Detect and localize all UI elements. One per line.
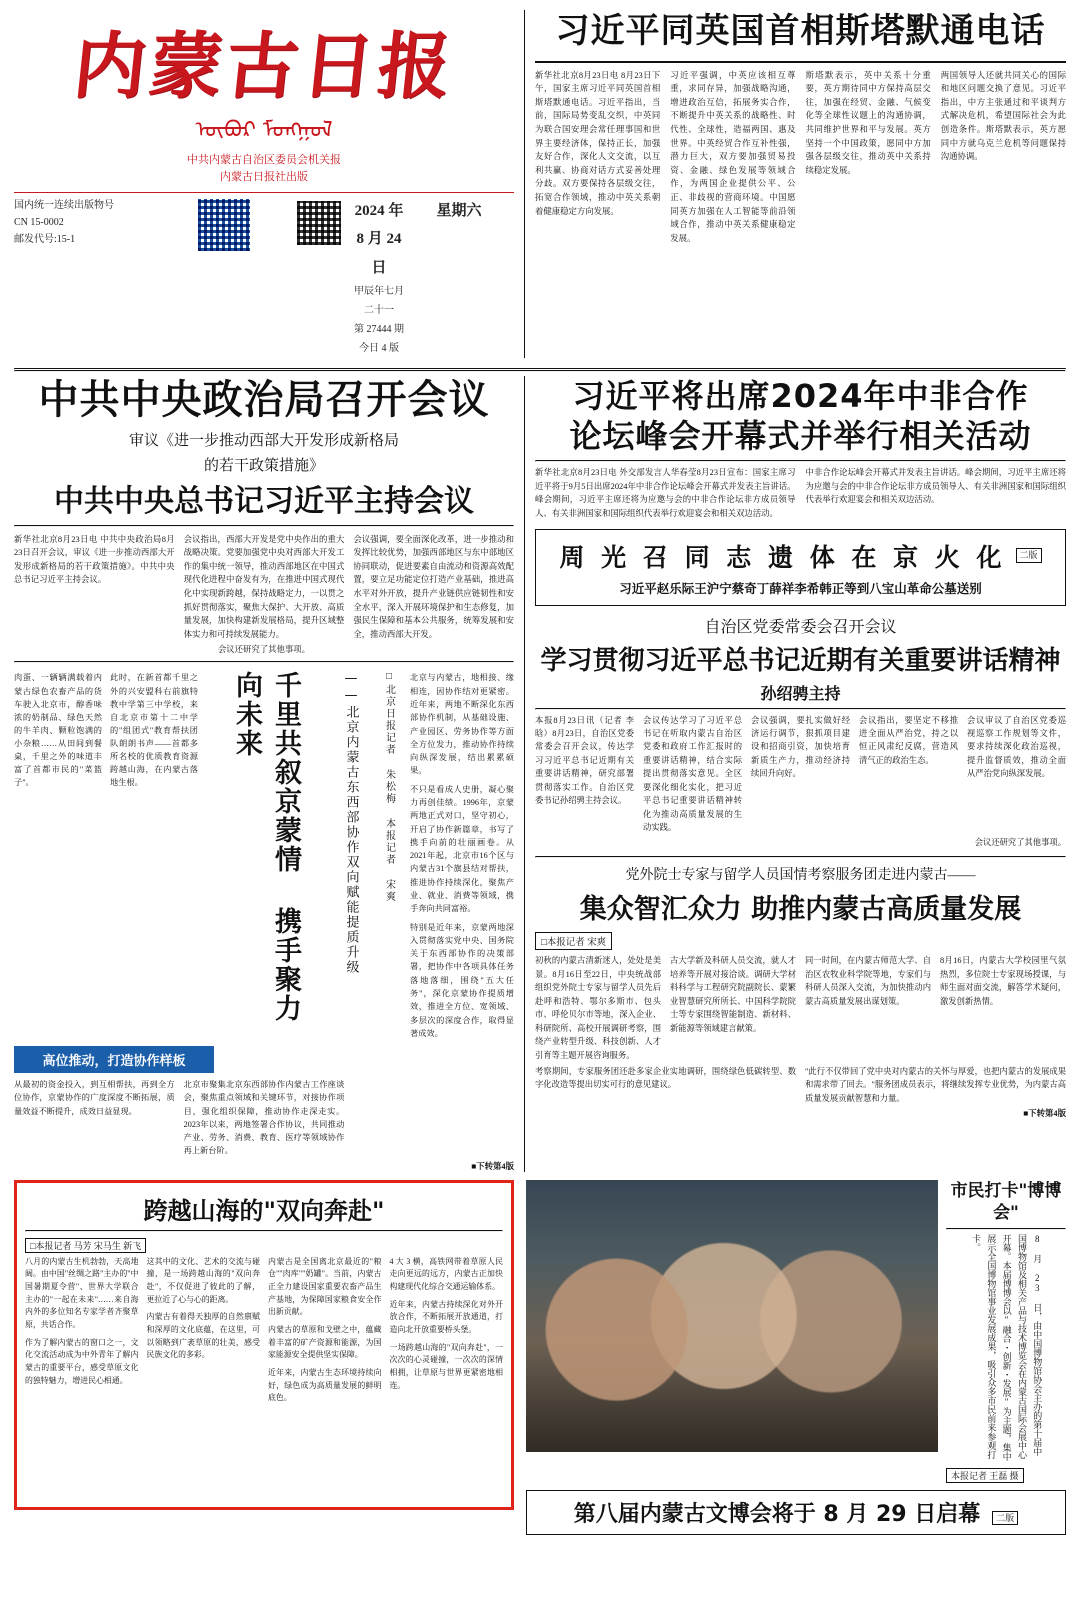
standing-committee-kicker: 自治区党委常委会召开会议 — [704, 616, 897, 636]
dr-p8: 4 大 3 横，高铁网带着草原人民走向更远的远方，内蒙古正加快构建现代化综合交通运输体系。 — [389, 1256, 503, 1292]
zhou-guangzhao-box — [535, 529, 1066, 606]
dr-p2: 作为了解内蒙古的窗口之一，文化交流活动成为中外青年了解内蒙古的重要平台，感受草原文化的独特魅力，增进民心相通。 — [25, 1337, 139, 1385]
lunar-date: 甲辰年七月二十一 — [354, 286, 404, 317]
expert-body-2 — [535, 1065, 1066, 1105]
dr-p9: 近年来，内蒙古持续深化对外开放合作，不断拓展开放通道，打造向北开放重要桥头堡。 — [389, 1299, 503, 1334]
dr-p3: 这其中的文化、艺术的交流与碰撞，是一场跨越山海的"双向奔赴"，不仅促进了彼此的了解，更拉近了心与心的距离。 — [146, 1256, 260, 1304]
right-column — [535, 376, 1066, 1119]
weekday: 星期六 — [436, 202, 482, 219]
issue-number: 第 27444 期 — [354, 324, 404, 336]
politburo-body — [14, 533, 514, 642]
zgz-subhead: 习近平赵乐际王沪宁蔡奇丁薛祥李希韩正等到八宝山革命公墓送别 — [619, 581, 982, 596]
standing-committee-byline: 孙绍骋主持 — [760, 683, 841, 703]
mongolian-script-title: ᠥᠪᠥᠷ ᠮᠣᠩᠭᠣᠯ — [195, 117, 333, 143]
jingmeng-vertical-sub-wrap — [334, 671, 368, 1040]
dr-p5: 内蒙古是全国离北京最近的"粮仓""肉库""奶罐"。当前，内蒙古正全力建设国家重要农畜产品生产基地，为保障国家粮食安全作出新贡献。 — [268, 1256, 382, 1317]
paper-title: 内蒙古日报 — [69, 23, 459, 108]
dr-p6: 内蒙古的草原和戈壁之中，蕴藏着丰富的矿产资源和能源，为国家能源安全提供坚实保障。 — [268, 1324, 382, 1360]
sc-col-5: 会议审议了自治区党委巡视巡察工作规划等文件，要求持续深化政治巡视，提升监督质效，推动全面从严治党向纵深发展。 — [967, 715, 1066, 779]
sc-col-1: 本报8月23日讯（记者 李晗）8月23日，自治区党委常委会召开会议，传达学习习近平总书记近期有关重要讲话精神，研究部署贯彻落实工作。自治区党委书记孙绍骋主持会议。 — [535, 715, 634, 806]
publisher-line-1: 中共内蒙古自治区委员会机关报 — [187, 153, 341, 166]
dr-col-2 — [147, 1256, 261, 1405]
expert-byline: □本报记者 宋爽 — [535, 932, 612, 950]
publisher-line-2: 内蒙古日报社出版 — [220, 171, 308, 184]
feature-divider — [14, 661, 514, 663]
dr-p7: 近年来，内蒙古生态环境持续向好，绿色成为高质量发展的鲜明底色。 — [268, 1367, 382, 1403]
sc-closing: 会议还研究了其他事项。 — [974, 838, 1066, 848]
expert-col-1: 初秋的内蒙古清新迷人，处处是美景。8月16日至22日，中央统战部组织党外院士专家与留学人员先后赴呼和浩特、鄂尔多斯市、包头市、呼伦贝尔市等地，深入企业、科研院所、高校开展调研考察，围绕产业转型升级、科技创新、人才引育等主题开展咨询服务。 — [535, 956, 661, 1060]
section-tag-highpower: 高位推动，打造协作样板 — [14, 1046, 214, 1073]
publication-date: 2024 年 8 月 24 日 — [354, 202, 404, 276]
zgz-title-row — [546, 538, 1055, 574]
lead-col-1: 新华社北京8月23日电 8月23日下午，国家主席习近平同英国首相斯塔默通电话。习近平指出，当前，国际局势变乱交织，中英同为联合国安理会常任理事国和世界主要经济体，保持正长，加强友好合作，深化人文交流，以互利共赢、协商对话方式妥善处理分歧。双方要保持各层级交往，拓宽合作领域，推动中英关系朝着健康稳定方向发展。 — [535, 70, 661, 216]
double-rush-rule — [25, 1230, 503, 1232]
expert-body — [535, 954, 1066, 1062]
photo-vertical-caption-wrap — [946, 1234, 1066, 1464]
headline-rule — [535, 61, 1066, 63]
masthead — [14, 10, 514, 358]
lead2-headline-1: 习近平将出席2024年中非合作 — [572, 377, 1029, 416]
lead-col-3: 斯塔默表示，英中关系十分重要，英方期待同中方保持高层交往，加强在经贸、金融、气候变化等全球性议题上的沟通协调，共同维护世界和平与发展。英方坚持一个中国政策，愿同中方加强各层级交往，推动英中关系持续稳定发展。 — [805, 70, 931, 175]
top-area — [14, 10, 1066, 358]
lead2-headline-2: 论坛峰会开幕式并举行相关活动 — [569, 417, 1032, 456]
politburo-headline: 中共中央政治局召开会议 — [38, 377, 490, 424]
expert-col-4: 8月16日，内蒙古大学校园里气氛热烈，多位院士专家现场授课，与师生面对面交流，解答学术疑问，激发创新热情。 — [940, 956, 1066, 1006]
lead-col-4: 两国领导人还就共同关心的国际和地区问题交换了意见。习近平指出，中方主张通过和平谈判方式解决危机，希望国际社会为此创造条件。斯塔默表示，英方愿同中方就乌克兰危机等问题保持沟通协调。 — [940, 70, 1066, 162]
expert-kicker: 党外院士专家与留学人员国情考察服务团走进内蒙古—— — [625, 868, 976, 884]
politburo-closing: 会议还研究了其他事项。 — [217, 645, 311, 655]
dr-p4: 内蒙古有着得天独厚的自然禀赋和深厚的文化底蕴，在这里，可以领略到广袤草原的壮美，感受民族文化的多彩。 — [146, 1312, 260, 1360]
vertical-divider-2 — [524, 376, 525, 1172]
expert-headline: 集众智汇众力 助推内蒙古高质量发展 — [579, 894, 1022, 926]
dr-col-4 — [390, 1256, 504, 1405]
wenboh-page-ref[interactable]: 二版 — [992, 1511, 1018, 1525]
wenboh-banner-text: 第八届内蒙古文博会将于 8 月 29 日启幕 — [573, 1501, 981, 1527]
lead2-col-1: 新华社北京8月23日电 外交部发言人华春莹8月23日宣布：国家主席习近平将于9月5日出席2024年中非合作论坛峰会开幕式并发表主旨讲话。峰会期间，习近平主席还将为应邀与会的中非合作论坛非方成员领导人、有关非洲国家和国际组织代表举行欢迎宴会和相关双边活动。 — [535, 468, 796, 518]
politburo-rule — [14, 525, 514, 527]
photo-and-caption — [526, 1180, 1066, 1484]
photo-caption-title: 市民打卡"博博会" — [950, 1180, 1062, 1223]
vertical-divider — [524, 10, 525, 358]
expert-col-5: 考察期间，专家服务团还赴多家企业实地调研，围绕绿色低碳转型、数字化改造等提出切实可行的意见建议。 — [535, 1066, 796, 1090]
jingmeng-feature — [14, 671, 514, 1040]
dr-p1: 八月的内蒙古生机勃勃，天高地阔。由中国"丝绸之路"主办的"中国暑期夏令营"、世界大学联合主办的"一起在未来"……来自海内外的多位知名专家学者齐聚草原，共话合作。 — [25, 1256, 139, 1329]
jingmeng-col-1: 肉蛋、一辆辆满载着内蒙古绿色农畜产品的货车驶入北京市，醇香味浓的奶制品、绿色天然的牛羊肉、颗粒饱满的小杂粮……从田间到餐桌，千里之外的味道丰富了首都市民的"菜篮子"。 — [14, 673, 102, 788]
standing-committee-rule — [535, 708, 1066, 710]
bottom-area — [14, 1180, 1066, 1535]
expert-jump[interactable]: ■下转第4版 — [1023, 1109, 1066, 1119]
zgz-page-ref[interactable]: 二版 — [1016, 548, 1042, 564]
double-rush-body — [25, 1256, 503, 1405]
politburo-col-3: 会议强调，要全面深化改革，进一步推动和发挥比较优势，加强西部地区与东中部地区协同联动，促进要素自由流动和资源高效配置，要立足功能定位打造产业基础，推进高水平对外开放，提升产业链供应链韧性和安全水平，深入开展环境保护和生态修复，加强民生保障和基本公共服务，统筹发展和安全，推动西部大开发。 — [353, 534, 515, 639]
lead2-body — [535, 466, 1066, 520]
lead2-col-2: 中非合作论坛峰会开幕式并发表主旨讲话。峰会期间，习近平主席还将为应邀与会的中非合作论坛非方成员领导人、有关非洲国家和国际组织代表举行欢迎宴会和相关双边活动。 — [805, 468, 1066, 505]
jingmeng-vertical-title-wrap — [206, 671, 326, 1040]
jingmeng-col-6: 从最初的资金投入，到互相帮扶，再到全方位协作，京蒙协作的广度深度不断拓展，质量效益不断提升，成效日益显现。 — [14, 1080, 175, 1116]
sc-col-3: 会议强调，要扎实做好经济运行调节，狠抓项目建设和招商引资，加快培育新质生产力，推动经济持续回升向好。 — [751, 715, 850, 779]
lead-body-columns — [535, 69, 1066, 246]
politburo-sub-2: 的若干政策措施》 — [203, 457, 324, 474]
dr-p10: 一场跨越山海的"双向奔赴"，一次次的心灵碰撞，一次次的深情相拥，让草原与世界更紧密地相连。 — [389, 1342, 503, 1390]
jingmeng-col-3: 北京与内蒙古，地相接、缘相连，因协作结对更紧密。近年来，两地不断深化东西部协作机制，从基础设施、产业园区、劳务协作等方面全方位发力，推动协作持续向纵深发展，结出累累硕果。 — [410, 673, 514, 776]
politburo-sub-1: 审议《进一步推动西部大开发形成新格局 — [128, 433, 399, 450]
politburo-col-2: 会议指出，西部大开发是党中央作出的重大战略决策。党要加强党中央对西部大开发工作的集中统一领导，推动西部地区在中国式现代化进程中奋发有为，在推进中国式现代化中实现新跨越，保持战略定力，一以贯之抓好贯彻落实，聚焦大保护、大开放、高质量发展，加快构建新发展格局，提升区域整体实力和可持续发展能力。 — [183, 534, 345, 639]
jingmeng-lower-columns — [14, 1078, 514, 1158]
lead-story-right — [535, 10, 1066, 358]
double-rush-byline: □本报记者 马芳 宋马生 新飞 — [25, 1238, 146, 1253]
left-column — [14, 376, 514, 1172]
dr-col-1 — [25, 1256, 139, 1405]
zgz-headline: 周 光 召 同 志 遗 体 在 京 火 化 — [559, 542, 1006, 572]
standing-committee-body — [535, 714, 1066, 835]
reg-line-2: CN 15-0002 — [14, 216, 64, 228]
double-rush-box — [14, 1180, 514, 1510]
expert-col-6: "此行不仅带回了党中央对内蒙古的关怀与厚爱，也把内蒙古的发展成果和需求带了回去。"服务团成员表示，将继续发挥专业优势，为内蒙古高质量发展贡献智慧和力量。 — [805, 1066, 1066, 1103]
double-rush-title: 跨越山海的"双向奔赴" — [143, 1196, 385, 1225]
photo-bobo-expo — [526, 1180, 938, 1452]
weekday-block — [404, 197, 514, 359]
jingmeng-byline-wrap — [376, 671, 402, 1040]
expert-divider — [535, 856, 1066, 858]
photo-vertical-caption: 8 月 23 日，由中国博物馆协会主办的第十届中国博物馆及相关产品与技术博览会在内蒙古国际会展中心开幕。本届博博会以"融合・创新・发展"为主题，集中展示全国博物馆事业发展成果，吸引众多市民前来参观打卡。 — [971, 1233, 1043, 1461]
jingmeng-col-7: 北京市聚集北京东西部协作内蒙古工作座谈会，聚焦重点领域和关键环节，对接协作项目，强化组织保障，推动协作走深走实。2023年以来，两地签署合作协议，共同推动产业、劳务、消费、教育、医疗等领域协作再上新台阶。 — [183, 1080, 345, 1156]
middle-area — [14, 376, 1066, 1172]
photo-block — [526, 1180, 1066, 1535]
qr-code-secondary[interactable] — [284, 197, 354, 359]
section-divider-top — [14, 368, 1066, 372]
standing-committee-headline: 学习贯彻习近平总书记近期有关重要讲话精神 — [540, 645, 1061, 676]
photo-byline: 本报记者 王磊 摄 — [946, 1468, 1024, 1483]
jingmeng-vertical-title: 千里共叙京蒙情 携手聚力向未来 — [231, 671, 301, 1024]
politburo-col-1: 新华社北京8月23日电 中共中央政治局8月23日召开会议，审议《进一步推动西部大开发形成新格局的若干政策措施》。中共中央总书记习近平主持会议。 — [14, 534, 175, 585]
jingmeng-col-5: 特别是近年来，京蒙两地深入贯彻落实党中央、国务院关于东西部协作的决策部署，把协作中各项具体任务落地落细，围绕"五大任务"，深化京蒙协作提质增效，推进全方位、宽领域、多层次的深度合作，取得显著成效。 — [410, 922, 514, 1038]
jingmeng-right-body — [410, 671, 514, 1040]
wenboh-banner — [526, 1490, 1066, 1535]
sc-col-4: 会议指出，要坚定不移推进全面从严治党，持之以恒正风肃纪反腐，营造风清气正的政治生态。 — [859, 715, 958, 765]
masthead-meta — [14, 192, 514, 359]
sc-col-2: 会议传达学习了习近平总书记在听取内蒙古自治区党委和政府工作汇报时的重要讲话精神，结合实际提出贯彻落实意见。全区要深化细化实化，把习近平总书记重要讲话精神转化为推动高质量发展的生动实践。 — [643, 715, 742, 833]
publication-date-block — [354, 197, 404, 359]
expert-col-3: 同一时间，在内蒙古师范大学、自治区农牧业科学院等地，专家们与科研人员深入交流，为加快推动内蒙古高质量发展出谋划策。 — [805, 956, 931, 1006]
qr-code-icon[interactable] — [196, 197, 252, 253]
page-count: 今日 4 版 — [359, 343, 399, 355]
jingmeng-col-4: 不只是看成人史册，凝心聚力再创佳绩。1996年，京蒙两地正式对口，坚守初心，开启了协作新篇章，书写了携手向前的壮丽画卷。从2021年起，北京市16个区与内蒙古31个旗县结对帮扶，推进协作持续深化，聚焦产业、就业、消费等领域，携手奔向共同富裕。 — [410, 784, 514, 914]
dr-col-3 — [268, 1256, 382, 1405]
lead-col-2: 习近平强调，中英应该相互尊重，求同存异，加强战略沟通，增进政治互信，拓展务实合作，不断提升中英关系的战略性、时代性、全球性，造福两国、惠及世界。中英经贸合作互补性强，潜力巨大，双方要加强贸易投资、金融、绿色发展等领域合作，为两国企业提供公平、公正、非歧视的营商环境。中国愿同英方加强在人工智能等前沿领域合作，推动中英关系健康稳定发展。 — [670, 70, 796, 243]
photo-caption-rule — [946, 1228, 1066, 1230]
reg-line-3: 邮发代号:15-1 — [14, 233, 76, 245]
jingmeng-vertical-subtitle: ——北京内蒙古东西部协作双向赋能提质升级 — [343, 671, 359, 976]
jingmeng-byline: □北京日报记者 朱松梅 本报记者 宋爽 — [383, 671, 395, 904]
lead2-rule — [535, 460, 1066, 462]
politburo-headline-2: 中共中央总书记习近平主持会议 — [54, 484, 474, 520]
photo-caption-column — [946, 1180, 1066, 1484]
qr-code-small-icon[interactable] — [297, 201, 341, 245]
jingmeng-col-2: 此时，在新首都千里之外的兴安盟科右前旗特教中学第三中学校，来自北京市第十二中学的"组团式"教育帮扶团队朗朗书声——首都多所名校的优质教育资源跨越山海，在内蒙古落地生根。 — [110, 673, 198, 788]
registration-info — [14, 197, 164, 359]
lead-headline: 习近平同英国首相斯塔默通电话 — [555, 11, 1046, 51]
qr-code-primary[interactable] — [164, 197, 284, 359]
jingmeng-col-8 — [353, 1078, 514, 1158]
reg-line-1: 国内统一连续出版物号 — [14, 199, 114, 211]
jingmeng-jump[interactable]: ■下转第4版 — [471, 1161, 514, 1171]
expert-col-2: 古大学新及科研人员交流，就人才培养等开展对接洽谈。调研大学材料科学与工程研究院副院长、蒙繁业智慧研究所所长、中国科学院院士等专家围绕智能制造、新材料、新能源等领域建言献策。 — [670, 956, 796, 1033]
